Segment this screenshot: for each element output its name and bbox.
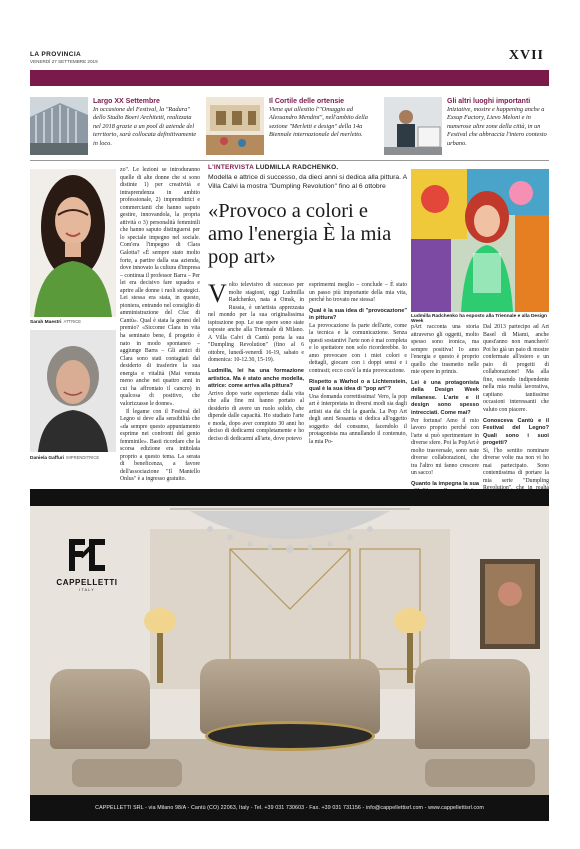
brand-name: CAPPELLETTI [56,578,118,587]
armchair-right [415,659,530,749]
paragraph: esprimermi meglio – conclude – È stato un passo più importante della mia vita, perché ho trovato me stessa! [309,282,407,304]
article-column-5 [483,324,549,482]
artist-portrait-icon [411,169,549,312]
interview-question: Ludmilla, lei ha una formazione artistica. Ma è stato anche modella, attrice: come arriva alla pittura? [208,368,304,390]
article-deck: Modella e attrice di successo, da dieci anni si dedica alla pittura. A Villa Calvi la mostra "Dumpling Revolution" fino al 6 ottobre [208,174,407,190]
paragraph: Una domanda correttissima! Vero, la pop art è interpretata in diversi modi sia dagli artisti sia dai chi la guarda. La Pop Art degli anni Sessanta si dedica all'oggetto soggetto del consumo, facendolo il protagonista ma annullando il contenuto, la mia Po- [309,393,407,445]
teaser-cortile [269,97,381,140]
teaser-title: Il Cortile delle ortensie [269,98,345,105]
ad-top-bar [30,489,549,506]
teaser-photo-luoghi [384,97,442,155]
workshop-icon [384,97,442,155]
teaser-title: Gli altri luoghi importanti [447,98,531,105]
teaser-title: Largo XX Settembre [93,98,160,105]
paragraph: pArt racconta una storia attraverso gli oggetti, molto spesso sono ironica, ma sempre positiva! Io amo l'energia e questo è proprio quello che trasmetto nelle mie opere in primis. [411,324,479,376]
section-band [30,70,549,86]
caption-daniela-gaffuri: Daniela Gaffuri IMPRENDITRICE [30,455,100,461]
photo-caption: Ludmilla Radchenko ha esposto alla Triennale e alla Design Week [411,314,547,324]
interview-question: Conosceva Cantù e il Festival del Legno? Quali sono i suoi progetti? [483,417,549,447]
cappelletti-logo [48,537,126,592]
photo-sarah-maestri [30,169,116,317]
armchair-left [50,669,150,749]
newspaper-name: LA PROVINCIA [30,51,82,58]
teaser-text: Iniziative, mostre e happening anche a Exsup Factory, Lievo Meloni e in numerose altre zone della città, in un Festival che abbraccia l'intero contesto urbano. [447,106,547,147]
interview-question: Qual è la sua idea di "provocazione" in pittura? [309,307,407,322]
interview-question: Lei è una protagonista della Design Week milanese. L'arte e il design sono spesso intrecciati. Come mai? [411,379,479,417]
ad-footer: CAPPELLETTI SRL - via Milano 98/A - Cantù (CO) 22063, Italy - Tel. +39 031 730603 - Fax. +39 031 731156 - info@cappellettisrl.com - www.cappellettisrl.com [30,795,549,821]
cappelletti-advertisement [30,489,549,821]
teaser-luoghi [447,97,549,148]
teaser-photo-cortile [206,97,264,155]
teaser-row [30,97,549,155]
building-icon [30,97,88,155]
paragraph: Sì, l'ho sentito nominare diverse volte ma non vi ho mai partecipato. Sono contentissima di portare la mia serie "Dumpling [483,447,549,484]
coffee-table [205,721,375,751]
article-kicker: L'INTERVISTA LUDMILLA RADCHENKO. [208,164,339,171]
paragraph: Arrivo dopo varie esperienze dalla vita che alla fine mi hanno portato al desiderio di avere un ruolo solido, che dipende dalle capacità. Ho studiato l'arte e moda, dopo aver compiuto 30 anni ho deciso di dedicarmi completamente e ho deciso di dedicarmi all'arte, dove potevo [208,390,304,442]
ottoman [425,759,535,787]
page-number: XVII [508,48,544,63]
photo-ludmilla-radchenko [411,169,549,312]
ottoman [72,759,182,787]
issue-date: VENERDÌ 27 SETTEMBRE 2019 [30,59,98,64]
teaser-photo-largo [30,97,88,155]
caption-sarah-maestri: Sarah Maestri ATTRICE [30,319,82,325]
photo-daniela-gaffuri [30,330,116,452]
teaser-text: Viene qui allestito l'"Omaggio ad Alessandro Mendini", nell'ambito della sezione "Merletti e design" della 14a Biennale internazionale del merletto. [269,106,368,139]
paragraph: Il legame con il Festival del Legno si deve alla sensibilità che «da sempre questo appuntamento esprime nei confronti del genio femminile». Basti ricordare che la scorsa edizione era intitolata proprio a questo tema. La serata di beneficenza, a favore dell'associazione "Il Mantello Onlus" è a ingresso gratuito. [120,408,200,483]
paragraph: zo". Le lezioni se introduranno quelle di alte donne che si sono distinte 1) per creatività e intraprendenza in ambito professionale, 2) imprenditrici e commercianti che hanno saputo gestire, innovandola, la propria attività o 3) personalità femminili che hanno saputo distinguersi per lo speciale impegno nel sociale. Com'era l'impegno di Clara Galotta? «È sempre stato molto forte, a partire dalla sua azienda, dove innovato la cultura d'impresa – continua il professor Barra – Per lei era decisivo fare squadra e aprire alle donne i ruoli strategici. Lei stessa era stata, in questo, pioniera, entrando nel consiglio di amministrazione del Cfac di Cantù». Qual è stata la genesi del premio? «Siccome Clara in vita ha seminato bene, il progetto è nato in modo spontaneo – aggiunge Barra – Gli amici di Clara sono stati contagiati dal desiderio di trasferire la sua energia e vitalità (Mai venuta meno anche nei quattro anni in cui ha affrontato il cancro) in qualcosa di positivo, che valorizzasse le donne». [120,167,200,407]
paragraph: Dal 2013 partecipo ad Art Basel di Miami, anche quest'anno non mancherò! Poi ho già un paio di mostre confermate all'estero e un paio di progetti di collaborazione! Ma alla fine, essendo indipendente nella mia realtà lavorativa, capitano tantissime occasioni interessanti che valuto con piacere. [483,324,549,414]
drop-cap: V [208,279,227,308]
portrait-icon [30,330,116,452]
teaser-divider [30,160,549,161]
interview-question: Rispetto a Warhol o a Lichtenstein, qual è la sua idea di "pop art"? [309,378,407,393]
cappelletti-logo-icon [67,537,107,573]
teaser-largo [93,97,200,148]
article-column-4 [411,324,479,487]
paragraph: Per fortuna! Amo il mio lavoro proprio perché con l'arte si può sperimentare in diverse sfere. Poi la PopArt è molto trasversale, sono nate diverse collaborazioni, che tra l'altro mi fanno crescere un sacco! [411,417,479,477]
article-column-2 [208,279,304,482]
article-column-1 [120,167,200,483]
paragraph: olto televisivo di successo per molte stagioni, oggi Ludmilla Radchenko, nata a Omsk, in Russia, è un'artista apprezzata nel mondo per la sua originalissima ispirazione pop. Le sue opere sono state esposte anche alla Triennale di Milano. A Villa Calvi di Cantù porta la sua "Dumpling Revolution" (fino al 6 ottobre, lunedì-venerdì 16-19, sabato e domenica: 10-12.30, 15-19). [208,282,304,364]
brand-country: ITALY [79,587,95,592]
portrait-icon [30,169,116,317]
teaser-text: In occasione del Festival, la "Radura" dello Studio Boeri Architetti, realizzata nel 2018 grazie a un pool di aziende del territorio, sarà collocata definitivamente in loco. [93,106,197,147]
article-headline: «Provoco a colori e amo l'energia È la mia pop art» [208,200,392,268]
paragraph: La provocazione fa parte dell'arte, come la tecnica e la comunicazione. Senza questi sostantivi l'arte non è mai completa e lo spettatore non solo ricorderebbe. Io amo provocare con i miei colori e dettagli, giocare con i doppi sensi e i contrasti; ecco cos'è la mia provocazione. [309,322,407,375]
article-column-3 [309,282,407,482]
courtyard-icon [206,97,264,155]
interview-question: Quanto la impegna la sua [411,480,479,487]
